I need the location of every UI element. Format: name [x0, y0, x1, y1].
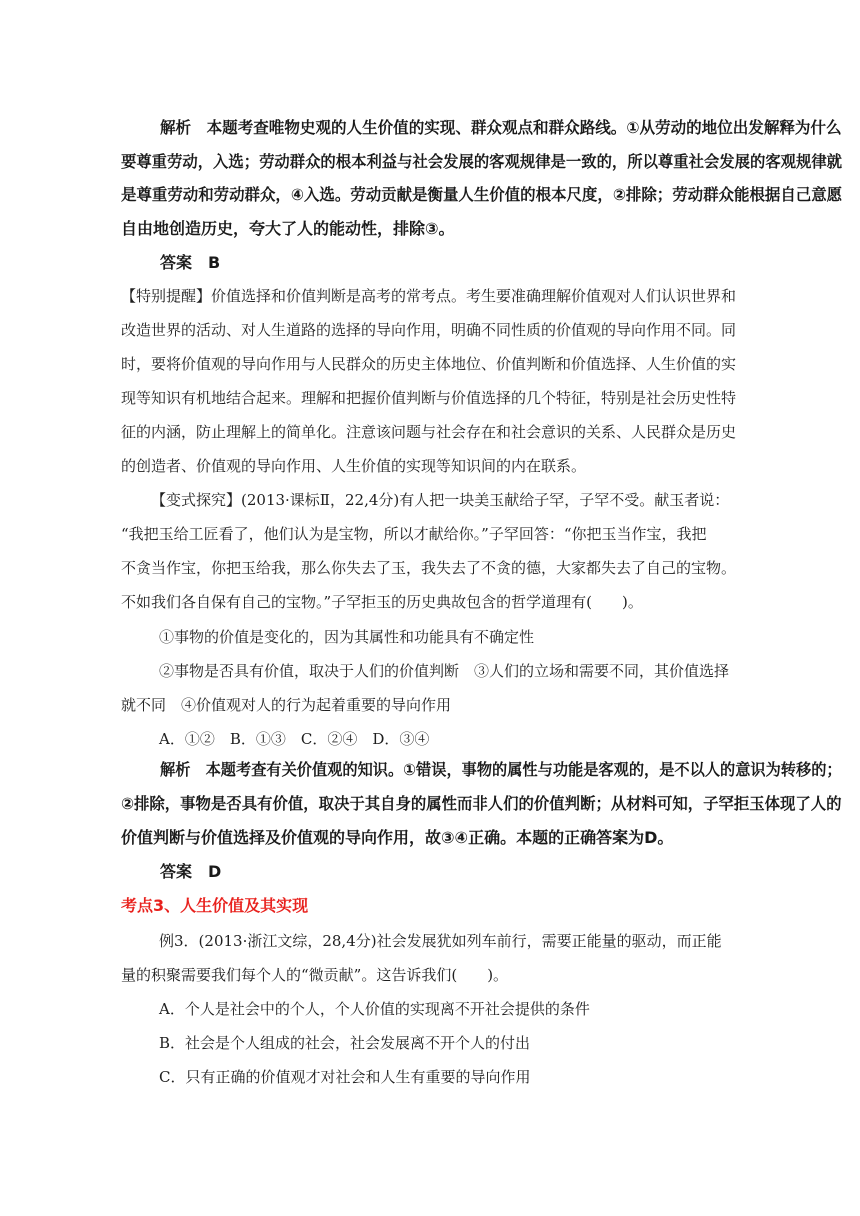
answer-line: 答案 D — [160, 862, 222, 881]
variant-option-line: ①事物的价值是变化的，因为其属性和功能具有不确定性 — [159, 628, 535, 646]
tip-line: 征的内涵，防止理解上的简单化。注意该问题与社会存在和社会意识的关系、人民群众是历史 — [121, 423, 737, 441]
tip-line: 【特别提醒】价值选择和价值判断是高考的常考点。考生要准确理解价值观对人们认识世界和 — [121, 287, 737, 305]
example-option: C．只有正确的价值观才对社会和人生有重要的导向作用 — [159, 1068, 531, 1086]
analysis-line: 要尊重劳动，入选；劳动群众的根本利益与社会发展的客观规律是一致的，所以尊重社会发展的客观规律就 — [121, 152, 843, 171]
variant-line: “我把玉给工匠看了，他们认为是宝物，所以才献给你。”子罕回答：“你把玉当作宝，我把 — [121, 525, 707, 543]
example-option: A．个人是社会中的个人，个人价值的实现离不开社会提供的条件 — [159, 1000, 590, 1018]
variant-option-line: ②事物是否具有价值，取决于人们的价值判断 ③人们的立场和需要不同，其价值选择 — [159, 662, 730, 680]
variant-choices: A．①② B．①③ C．②④ D．③④ — [159, 730, 430, 748]
analysis-line: ②排除，事物是否具有价值，取决于其自身的属性而非人们的价值判断；从材料可知，子罕拒玉体现了人的 — [121, 794, 842, 813]
analysis-line: 价值判断与价值选择及价值观的导向作用，故③④正确。本题的正确答案为D。 — [121, 828, 674, 847]
tip-line: 的创造者、价值观的导向作用、人生价值的实现等知识间的内在联系。 — [121, 457, 587, 475]
analysis-line: 是尊重劳动和劳动群众，④入选。劳动贡献是衡量人生价值的根本尺度，②排除；劳动群众能根据自己意愿 — [121, 185, 843, 204]
variant-option-line: 就不同 ④价值观对人的行为起着重要的导向作用 — [121, 696, 452, 714]
example-question-line: 量的积聚需要我们每个人的“微贡献”。这告诉我们( )。 — [121, 966, 509, 984]
variant-line: 不如我们各自保有自己的宝物。”子罕拒玉的历史典故包含的哲学道理有( )。 — [121, 593, 643, 611]
tip-line: 现等知识有机地结合起来。理解和把握价值判断与价值选择的几个特征，特别是社会历史性特 — [121, 389, 737, 407]
section-heading: 考点3、人生价值及其实现 — [121, 896, 309, 915]
example-option: B．社会是个人组成的社会，社会发展离不开个人的付出 — [159, 1034, 531, 1052]
variant-line: 【变式探究】(2013·课标Ⅱ，22,4分)有人把一块美玉献给子罕，子罕不受。献玉者说： — [151, 491, 730, 509]
tip-line: 改造世界的活动、对人生道路的选择的导向作用，明确不同性质的价值观的导向作用不同。同 — [121, 321, 737, 339]
variant-line: 不贪当作宝，你把玉给我，那么你失去了玉，我失去了不贪的德，大家都失去了自己的宝物。 — [121, 559, 737, 577]
analysis-line: 解析 本题考查唯物史观的人生价值的实现、群众观点和群众路线。①从劳动的地位出发解释为什么 — [160, 118, 842, 137]
example-question-line: 例3．(2013·浙江文综，28,4分)社会发展犹如列车前行，需要正能量的驱动，而正能 — [159, 932, 722, 950]
analysis-line: 解析 本题考查有关价值观的知识。①错误，事物的属性与功能是客观的，是不以人的意识为转移的； — [160, 760, 842, 779]
answer-line: 答案 B — [160, 253, 221, 272]
analysis-line: 自由地创造历史，夸大了人的能动性，排除③。 — [121, 219, 455, 238]
tip-line: 时，要将价值观的导向作用与人民群众的历史主体地位、价值判断和价值选择、人生价值的实 — [121, 355, 737, 373]
